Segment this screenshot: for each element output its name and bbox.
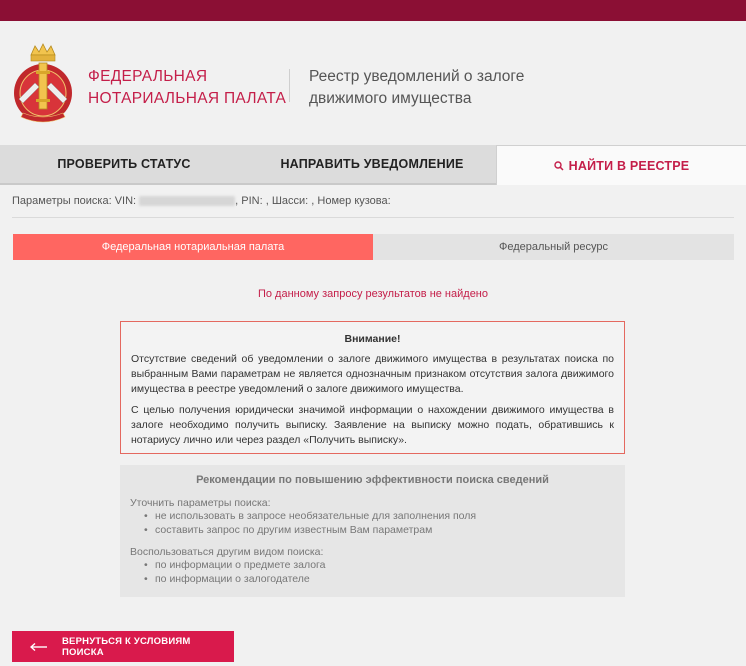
- bullet-icon: •: [144, 523, 148, 536]
- arrow-left-icon: [30, 643, 48, 651]
- organization-name-line2: НОТАРИАЛЬНАЯ ПАЛАТА: [88, 90, 287, 107]
- recommendation-text: по информации о залогодателе: [155, 572, 310, 585]
- warning-paragraph-2: С целью получения юридически значимой информации о нахождении движимого имущества в залоге необходимо получить выписку. Заявление на выписку можно подать, обратившись к нотариусу лично или через раздел «Получить выписку».: [131, 404, 614, 446]
- list-item: [144, 573, 615, 587]
- bullet-icon: •: [144, 510, 148, 522]
- recommendation-group-title: Уточнить параметры поиска:: [130, 497, 271, 509]
- recommendation-list: [130, 510, 615, 537]
- recommendation-list: [130, 559, 615, 586]
- recommendation-group-title: Воспользоваться другим видом поиска:: [130, 546, 324, 558]
- warning-paragraph-1: Отсутствие сведений об уведомлении о залоге движимого имущества в результатах поиска по выбранным Вами параметрам не является однозначным признаком отсутствия залога движимого имущества в реестре уведомлений о залоге движимого имущества.: [131, 353, 614, 395]
- recommendation-text: не использовать в запросе необязательные для заполнения поля: [155, 510, 477, 522]
- registry-title: [309, 66, 549, 110]
- registry-title-line1: Реестр уведомлений о залоге: [309, 68, 525, 85]
- site-header: [0, 21, 746, 145]
- tab-federal-notary-chamber[interactable]: [13, 234, 373, 260]
- divider: [12, 217, 734, 218]
- tab-send-notification-label: НАПРАВИТЬ УВЕДОМЛЕНИЕ: [280, 157, 464, 171]
- vin-redacted-value: [139, 196, 235, 206]
- search-parameters-suffix: , PIN: , Шасси: , Номер кузова:: [235, 195, 391, 207]
- back-to-search-button[interactable]: [12, 631, 234, 662]
- search-icon: [554, 161, 564, 171]
- top-brand-bar: [0, 0, 746, 21]
- tab-federal-resource-label: Федеральный ресурс: [498, 241, 609, 253]
- tab-federal-notary-chamber-label: Федеральная нотариальная палата: [101, 241, 285, 253]
- recommendations-title: Рекомендации по повышению эффективности поиска сведений: [196, 474, 549, 486]
- list-item: [144, 524, 615, 538]
- recommendations-box: [120, 465, 625, 597]
- warning-title: Внимание!: [344, 333, 401, 345]
- organization-name[interactable]: [88, 66, 288, 110]
- back-to-search-label: ВЕРНУТЬСЯ К УСЛОВИЯМ ПОИСКА: [62, 635, 191, 658]
- registry-title-line2: движимого имущества: [309, 90, 472, 107]
- tab-check-status[interactable]: [0, 145, 248, 185]
- warning-box: [120, 321, 625, 454]
- header-divider: [289, 69, 290, 102]
- no-results-message: По данному запросу результатов не найдено: [257, 288, 489, 300]
- tab-search-registry-label: НАЙТИ В РЕЕСТРЕ: [568, 158, 690, 173]
- source-tabs: [13, 234, 734, 260]
- bullet-icon: •: [144, 559, 148, 571]
- bullet-icon: •: [144, 572, 148, 585]
- tab-check-status-label: ПРОВЕРИТЬ СТАТУС: [57, 157, 191, 171]
- list-item: [144, 559, 615, 573]
- tab-search-registry[interactable]: [496, 145, 746, 185]
- list-item: [144, 510, 615, 524]
- search-parameters: [12, 195, 734, 207]
- tab-federal-resource[interactable]: [373, 234, 734, 260]
- main-tabs: [0, 145, 746, 185]
- notary-emblem-logo[interactable]: [11, 41, 75, 127]
- tab-send-notification[interactable]: [248, 145, 496, 185]
- search-parameters-prefix: Параметры поиска: VIN:: [12, 195, 140, 207]
- recommendation-text: по информации о предмете залога: [155, 559, 326, 571]
- organization-name-line1: ФЕДЕРАЛЬНАЯ: [88, 68, 208, 85]
- recommendation-text: составить запрос по другим известным Вам параметрам: [155, 523, 433, 536]
